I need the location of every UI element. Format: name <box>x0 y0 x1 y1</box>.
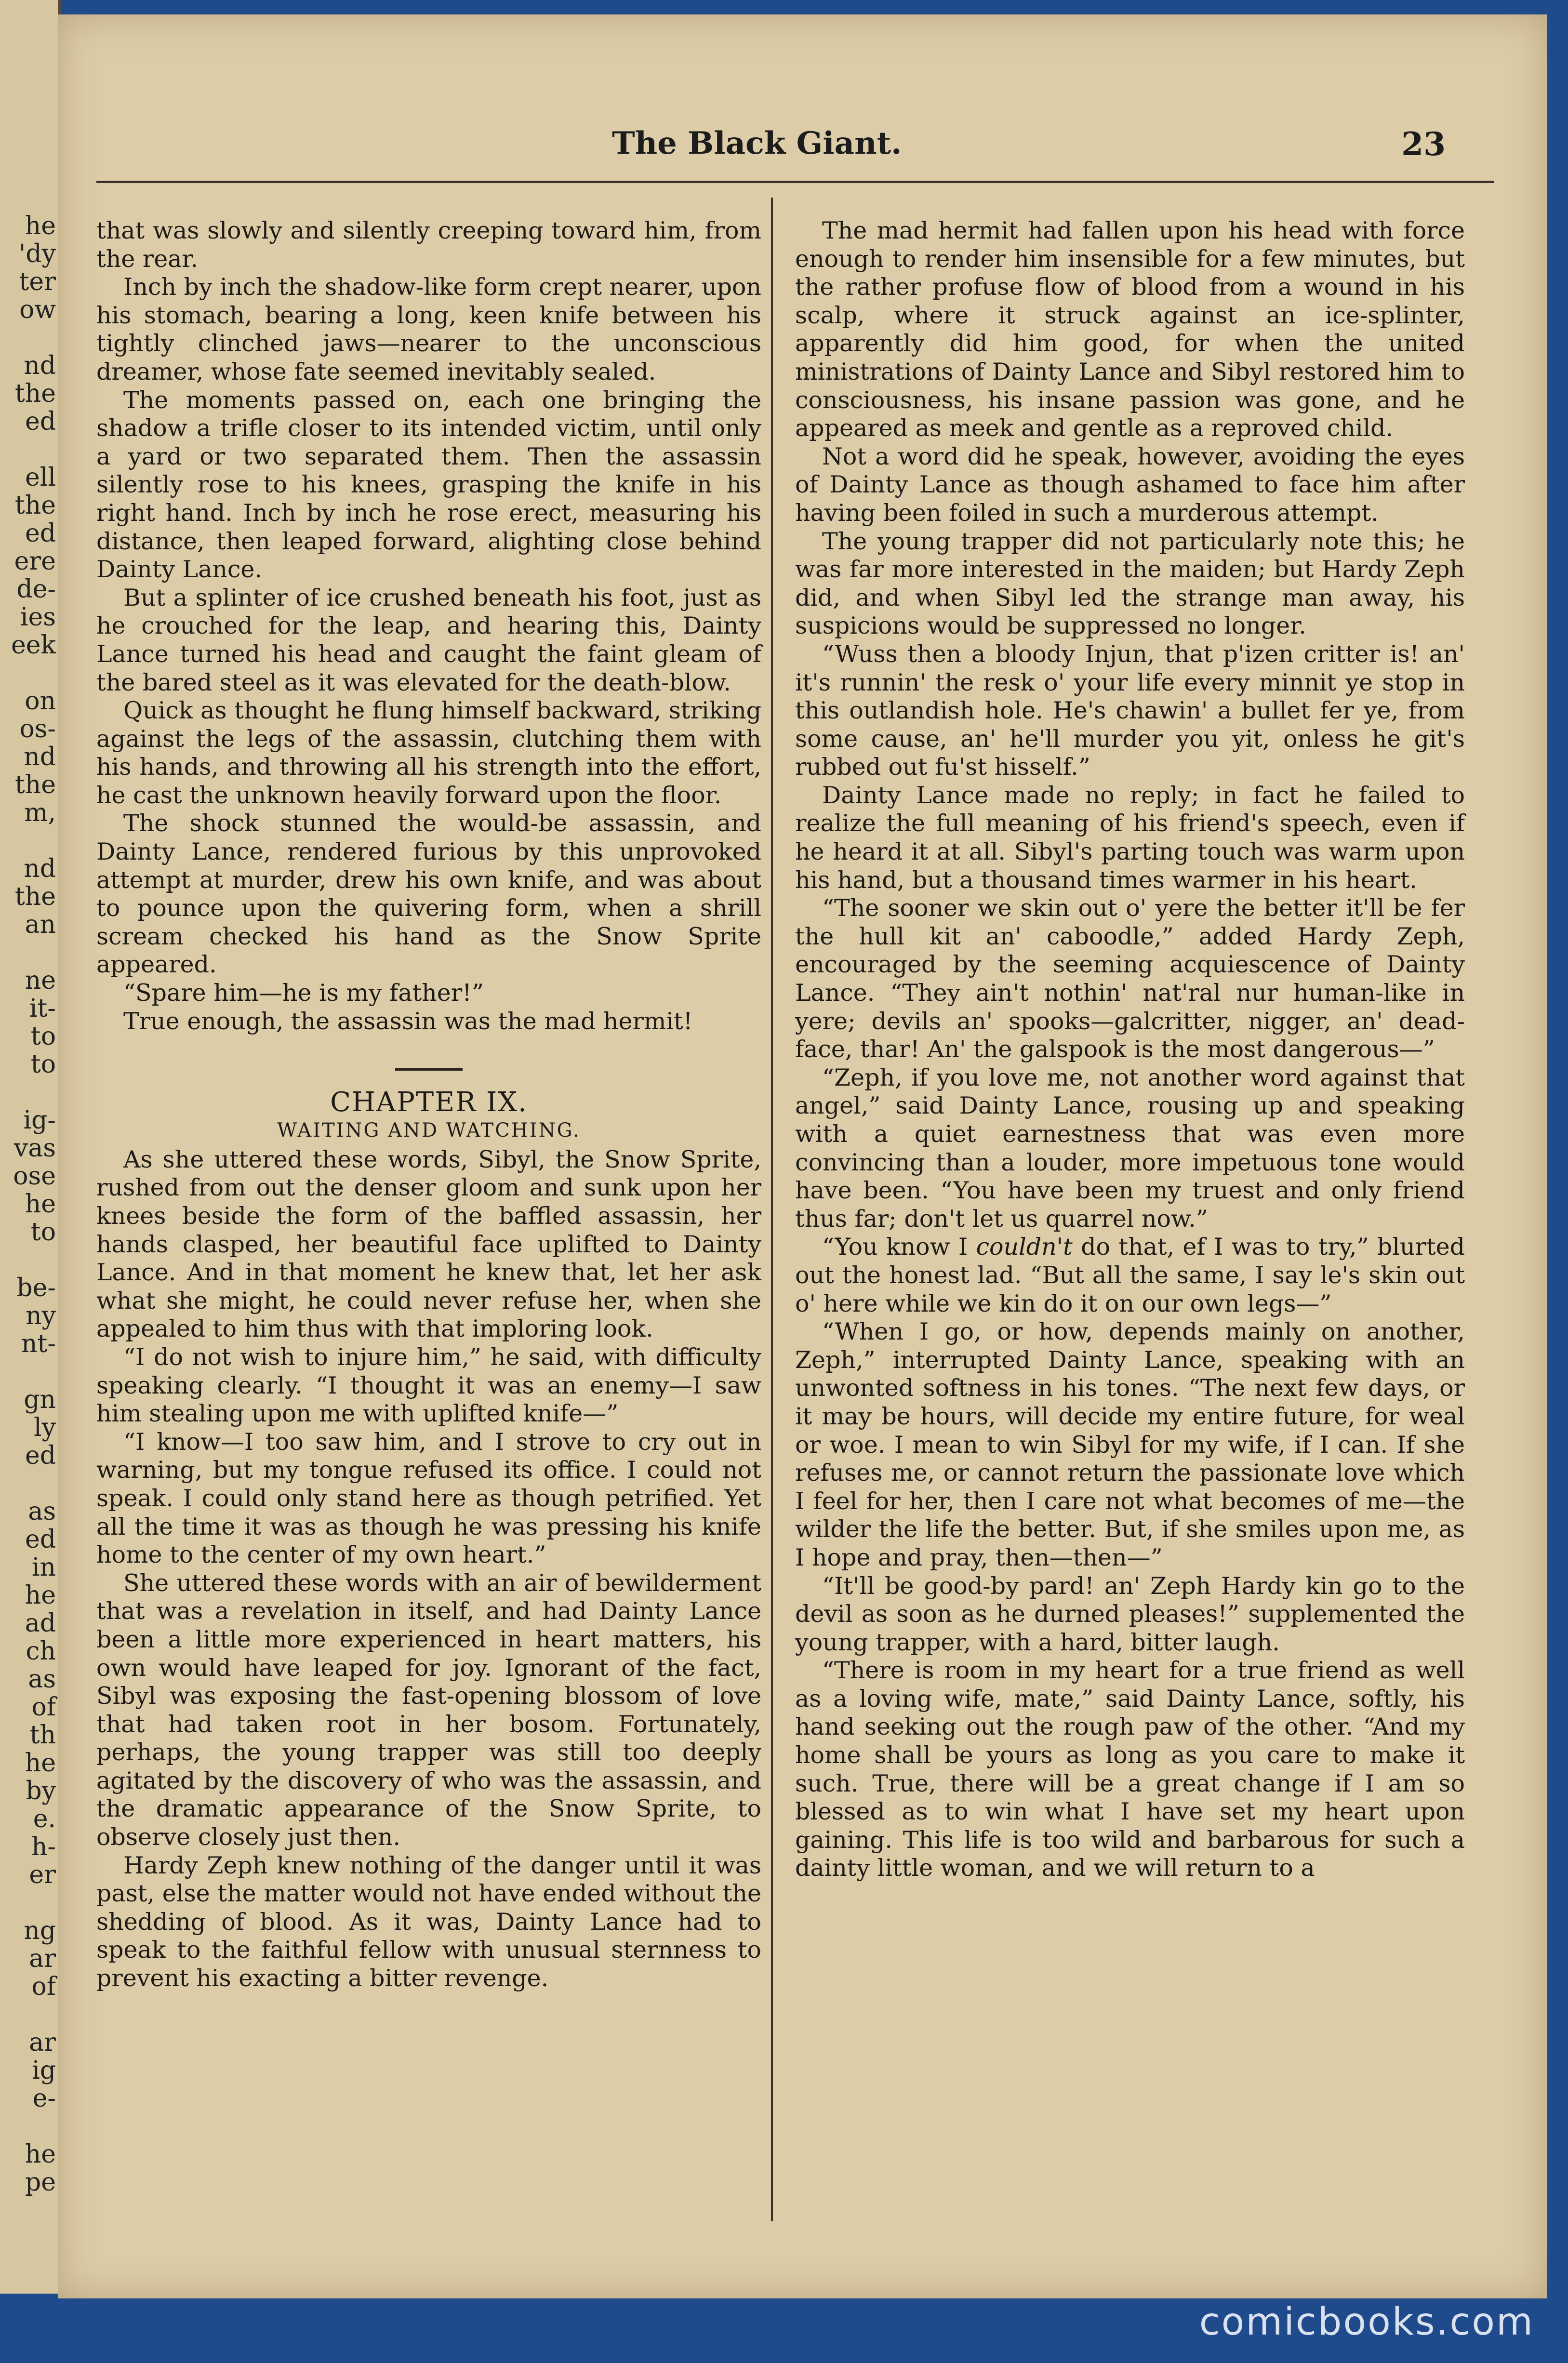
paragraph: “The sooner we skin out o' yere the better it'll be fer the hull kit an' caboodle,” added Hardy Zeph, encouraged by the seeming acquiescence of Dainty Lance. “They ain't nothin' nat'ral nur human-like in yere; devils an' spooks—galcritter, nigger, an' dead-face, thar! An' the galspook is the most dangerous—” <box>795 894 1465 1063</box>
paragraph: Quick as thought he flung himself backward, striking against the legs of the assassin, clutching them with his hands, and throwing all his strength into the effort, he cast the unknown heavily forward upon the floor. <box>96 697 761 809</box>
facing-page-text-fragments <box>3 212 56 2196</box>
facing-page-fragment: nd <box>24 743 56 771</box>
chapter-subtitle: WAITING AND WATCHING. <box>277 1119 581 1142</box>
emphasis: couldn't <box>976 1233 1073 1261</box>
paragraph: “It'll be good-by pard! an' Zeph Hardy kin go to the devil as soon as he durned pleases!” supplemented the young trapper, with a hard, bitter laugh. <box>795 1572 1465 1656</box>
facing-page-fragment: os- <box>19 715 56 743</box>
paragraph: The moments passed on, each one bringing the shadow a trifle closer to its intended victim, until only a yard or two separated them. Then the assassin silently rose to his knees, grasping the knife in his right hand. Inch by inch he rose erect, measuring his distance, then leaped forward, alighting close behind Dainty Lance. <box>96 386 761 584</box>
facing-page-fragment: ng <box>24 1916 56 1945</box>
paragraph: Dainty Lance made no reply; in fact he failed to realize the full meaning of his friend's speech, even if he heard it at all. Sibyl's parting touch was warm upon his hand, but a thousand times warmer in his heart. <box>795 781 1465 894</box>
facing-page-fragment: pe <box>25 2168 56 2197</box>
facing-page-fragment: he <box>25 1581 56 1610</box>
facing-page-fragment: ed <box>25 519 56 548</box>
facing-page-fragment <box>3 659 56 687</box>
paragraph: “There is room in my heart for a true friend as well as a loving wife, mate,” said Dainty Lance, softly, his hand seeking out the rough paw of the other. “And my home shall be yours as long as you care to make it such. True, there will be a great change if I am so blessed as to win what I have set my heart upon gaining. This life is too wild and barbarous for such a dainty little woman, and we will return to a <box>795 1657 1465 1882</box>
facing-page-fragment <box>3 436 56 464</box>
facing-page-fragment: ly <box>33 1413 56 1442</box>
facing-page-fragment: e. <box>33 1805 56 1833</box>
facing-page-fragment: of <box>31 1693 56 1722</box>
facing-page-fragment <box>3 939 56 967</box>
magazine-page <box>58 14 1547 2298</box>
facing-page-fragment <box>3 1358 56 1386</box>
facing-page-fragment: ch <box>26 1637 56 1666</box>
facing-page-fragment: gn <box>24 1385 56 1414</box>
paragraph-part: do that, ef I was to try,” blurted out the honest lad. “But all the same, I say le's skin out o' here while we kin do it on our own legs—” <box>795 1233 1465 1317</box>
facing-page-fragment <box>3 1246 56 1274</box>
facing-page-fragment: th <box>29 1721 56 1750</box>
facing-page-fragment: he <box>25 1749 56 1778</box>
running-head <box>58 125 1547 164</box>
paragraph: “When I go, or how, depends mainly on another, Zeph,” interrupted Dainty Lance, speaking with an unwonted softness in his tones. “The next few days, or it may be hours, will decide my entire future, for weal or woe. I mean to win Sibyl for my wife, if I can. If she refuses me, or cannot return the passionate love which I feel for her, then I care not what becomes of me—the wilder the life the better. But, if she smiles upon me, as I hope and pray, then—then—” <box>795 1318 1465 1571</box>
paragraph: As she uttered these words, Sibyl, the Snow Sprite, rushed from out the denser gloom and sunk upon her knees beside the form of the baffled assassin, her hands clasped, her beautiful face uplifted to Dainty Lance. And in that moment he knew that, let her ask what she might, he could never refuse her, when she appealed to him thus with that imploring look. <box>96 1145 761 1343</box>
facing-page-fragment: an <box>25 910 56 939</box>
paragraph: “Zeph, if you love me, not another word against that angel,” said Dainty Lance, rousing up and speaking with a quiet earnestness that was even more convincing than a louder, more impetuous tone would have been. “You have been my truest and only friend thus far; don't let us quarrel now.” <box>795 1063 1465 1233</box>
facing-page-fragment: m, <box>24 798 56 827</box>
facing-page-fragment <box>3 1470 56 1498</box>
chapter-title: CHAPTER IX. <box>330 1086 528 1118</box>
facing-page-fragment: ell <box>25 463 56 492</box>
paragraph: But a splinter of ice crushed beneath his foot, just as he crouched for the leap, and hearing this, Dainty Lance turned his head and caught the faint gleam of the bared steel as it was elevated for the death-blow. <box>96 584 761 696</box>
paragraph: “I do not wish to injure him,” he said, with difficulty speaking clearly. “I thought it was an enemy—I saw him stealing upon me with uplifted knife—” <box>96 1343 761 1428</box>
facing-page-fragment: to <box>30 1218 56 1247</box>
facing-page-fragment: de- <box>16 575 56 604</box>
facing-page-fragment: ig- <box>23 1106 56 1135</box>
facing-page-fragment: in <box>31 1553 56 1582</box>
facing-page-fragment: he <box>25 212 56 240</box>
facing-page-fragment: ow <box>19 295 56 324</box>
paragraph: Inch by inch the shadow-like form crept nearer, upon his stomach, bearing a long, keen knife between his tightly clinched jaws—nearer to the unconscious dreamer, whose fate seemed inevitably sealed. <box>96 273 761 385</box>
paragraph: Not a word did he speak, however, avoiding the eyes of Dainty Lance as though ashamed to face him after having been foiled in such a murderous attempt. <box>795 442 1465 527</box>
facing-page-fragment: ed <box>25 1441 56 1470</box>
facing-page-fragment <box>3 1889 56 1917</box>
facing-page-fragment: as <box>28 1665 56 1694</box>
facing-page-fragment: by <box>26 1777 56 1805</box>
facing-page-fragment: nt- <box>21 1329 56 1358</box>
facing-page-fragment: ed <box>25 407 56 436</box>
facing-page-fragment: ad <box>25 1609 56 1638</box>
left-column <box>96 217 761 1993</box>
facing-page-fragment: h- <box>31 1832 56 1861</box>
facing-page-fragment: ny <box>26 1301 56 1330</box>
facing-page-fragment: er <box>29 1860 56 1889</box>
page-number: 23 <box>1401 125 1446 163</box>
facing-page-fragment: vas <box>13 1134 56 1163</box>
paragraph: True enough, the assassin was the mad hermit! <box>123 1007 693 1035</box>
facing-page-fragment: ar <box>29 2028 56 2057</box>
header-rule <box>96 181 1494 183</box>
facing-page-fragment: on <box>25 687 56 716</box>
facing-page-fragment: he <box>25 2140 56 2169</box>
paragraph: The shock stunned the would-be assassin, and Dainty Lance, rendered furious by this unprovoked attempt at murder, drew his own knife, and was about to pounce upon the quivering form, when a shrill scream checked his hand as the Snow Sprite appeared. <box>96 810 761 979</box>
facing-page-fragment <box>3 827 56 855</box>
paragraph-part: “You know I <box>822 1233 976 1261</box>
paragraph: The young trapper did not particularly note this; he was far more interested in the maiden; but Hardy Zeph did, and when Sibyl led the strange man away, his suspicions would be suppressed no longer. <box>795 527 1465 640</box>
facing-page-fragment: eek <box>11 631 56 660</box>
facing-page-fragment: the <box>14 770 56 799</box>
paragraph: Hardy Zeph knew nothing of the danger until it was past, else the matter would not have ended without the shedding of blood. As it was, Dainty Lance had to speak to the faithful fellow with unusual sternness to prevent his exacting a bitter revenge. <box>96 1851 761 1992</box>
facing-page-fragment: ne <box>25 966 56 995</box>
facing-page-fragment: nd <box>24 351 56 380</box>
paragraph <box>795 1233 1465 1318</box>
facing-page-fragment: 'dy <box>19 239 56 268</box>
paragraph: “I know—I too saw him, and I strove to cry out in warning, but my tongue refused its office. I could not speak. I could only stand here as though petrified. Yet all the time it was as though he was pressing his knife home to the center of my own heart.” <box>96 1428 761 1569</box>
column-divider <box>771 198 773 2221</box>
paragraph: She uttered these words with an air of bewilderment that was a revelation in itself, and had Dainty Lance been a little more experienced in heart matters, his own would have leaped for joy. Ignorant of the fact, Sibyl was exposing the fast-opening blossom of love that had taken root in her bosom. Fortunately, perhaps, the young trapper was still too deeply agitated by the discovery of who was the assassin, and the dramatic appearance of the Snow Sprite, to observe closely just then. <box>96 1569 761 1851</box>
facing-page-fragment: to <box>30 1050 56 1079</box>
facing-page-fragment: he <box>25 1190 56 1219</box>
facing-page-fragment: be- <box>16 1274 56 1302</box>
facing-page-fragment: ar <box>29 1944 56 1973</box>
facing-page-edge <box>0 0 61 2294</box>
facing-page-fragment: the <box>14 379 56 408</box>
facing-page-fragment: ose <box>13 1162 56 1191</box>
facing-page-fragment: ig <box>32 2056 56 2085</box>
facing-page-fragment: it- <box>29 994 56 1023</box>
facing-page-fragment: the <box>14 491 56 520</box>
section-divider <box>96 1049 761 1077</box>
facing-page-fragment: ter <box>19 267 56 296</box>
paragraph: “Wuss then a bloody Injun, that p'izen critter is! an' it's runnin' the resk o' your life every minnit ye stop in this outlandish hole. He's chawin' a bullet fer ye, from some cause, an' he'll murder you yit, onless he git's rubbed out fu'st hisself.” <box>795 640 1465 781</box>
facing-page-fragment <box>3 2001 56 2029</box>
facing-page-fragment <box>3 1078 56 1106</box>
watermark: comicbooks.com <box>1199 2300 1534 2344</box>
facing-page-fragment: e- <box>32 2084 56 2113</box>
paragraph: The mad hermit had fallen upon his head with force enough to render him insensible for a few minutes, but the rather profuse flow of blood from a wound in his scalp, where it struck against an ice-splinter, apparently did him good, for when the united ministrations of Dainty Lance and Sibyl restored him to consciousness, his insane passion was gone, and he appeared as meek and gentle as a reproved child. <box>795 217 1465 442</box>
facing-page-fragment <box>3 324 56 352</box>
running-title: The Black Giant. <box>612 125 902 161</box>
paragraph: that was slowly and silently creeping toward him, from the rear. <box>96 217 761 273</box>
facing-page-fragment: ed <box>25 1525 56 1554</box>
facing-page-fragment: to <box>30 1022 56 1051</box>
right-column <box>795 217 1465 1883</box>
facing-page-fragment: of <box>31 1972 56 2001</box>
facing-page-fragment: as <box>28 1497 56 1526</box>
facing-page-fragment: nd <box>24 854 56 883</box>
facing-page-fragment: ies <box>20 603 56 632</box>
facing-page-fragment <box>3 2112 56 2140</box>
facing-page-fragment: the <box>14 882 56 911</box>
facing-page-fragment: ere <box>14 547 56 576</box>
paragraph: “Spare him—he is my father!” <box>123 979 484 1007</box>
